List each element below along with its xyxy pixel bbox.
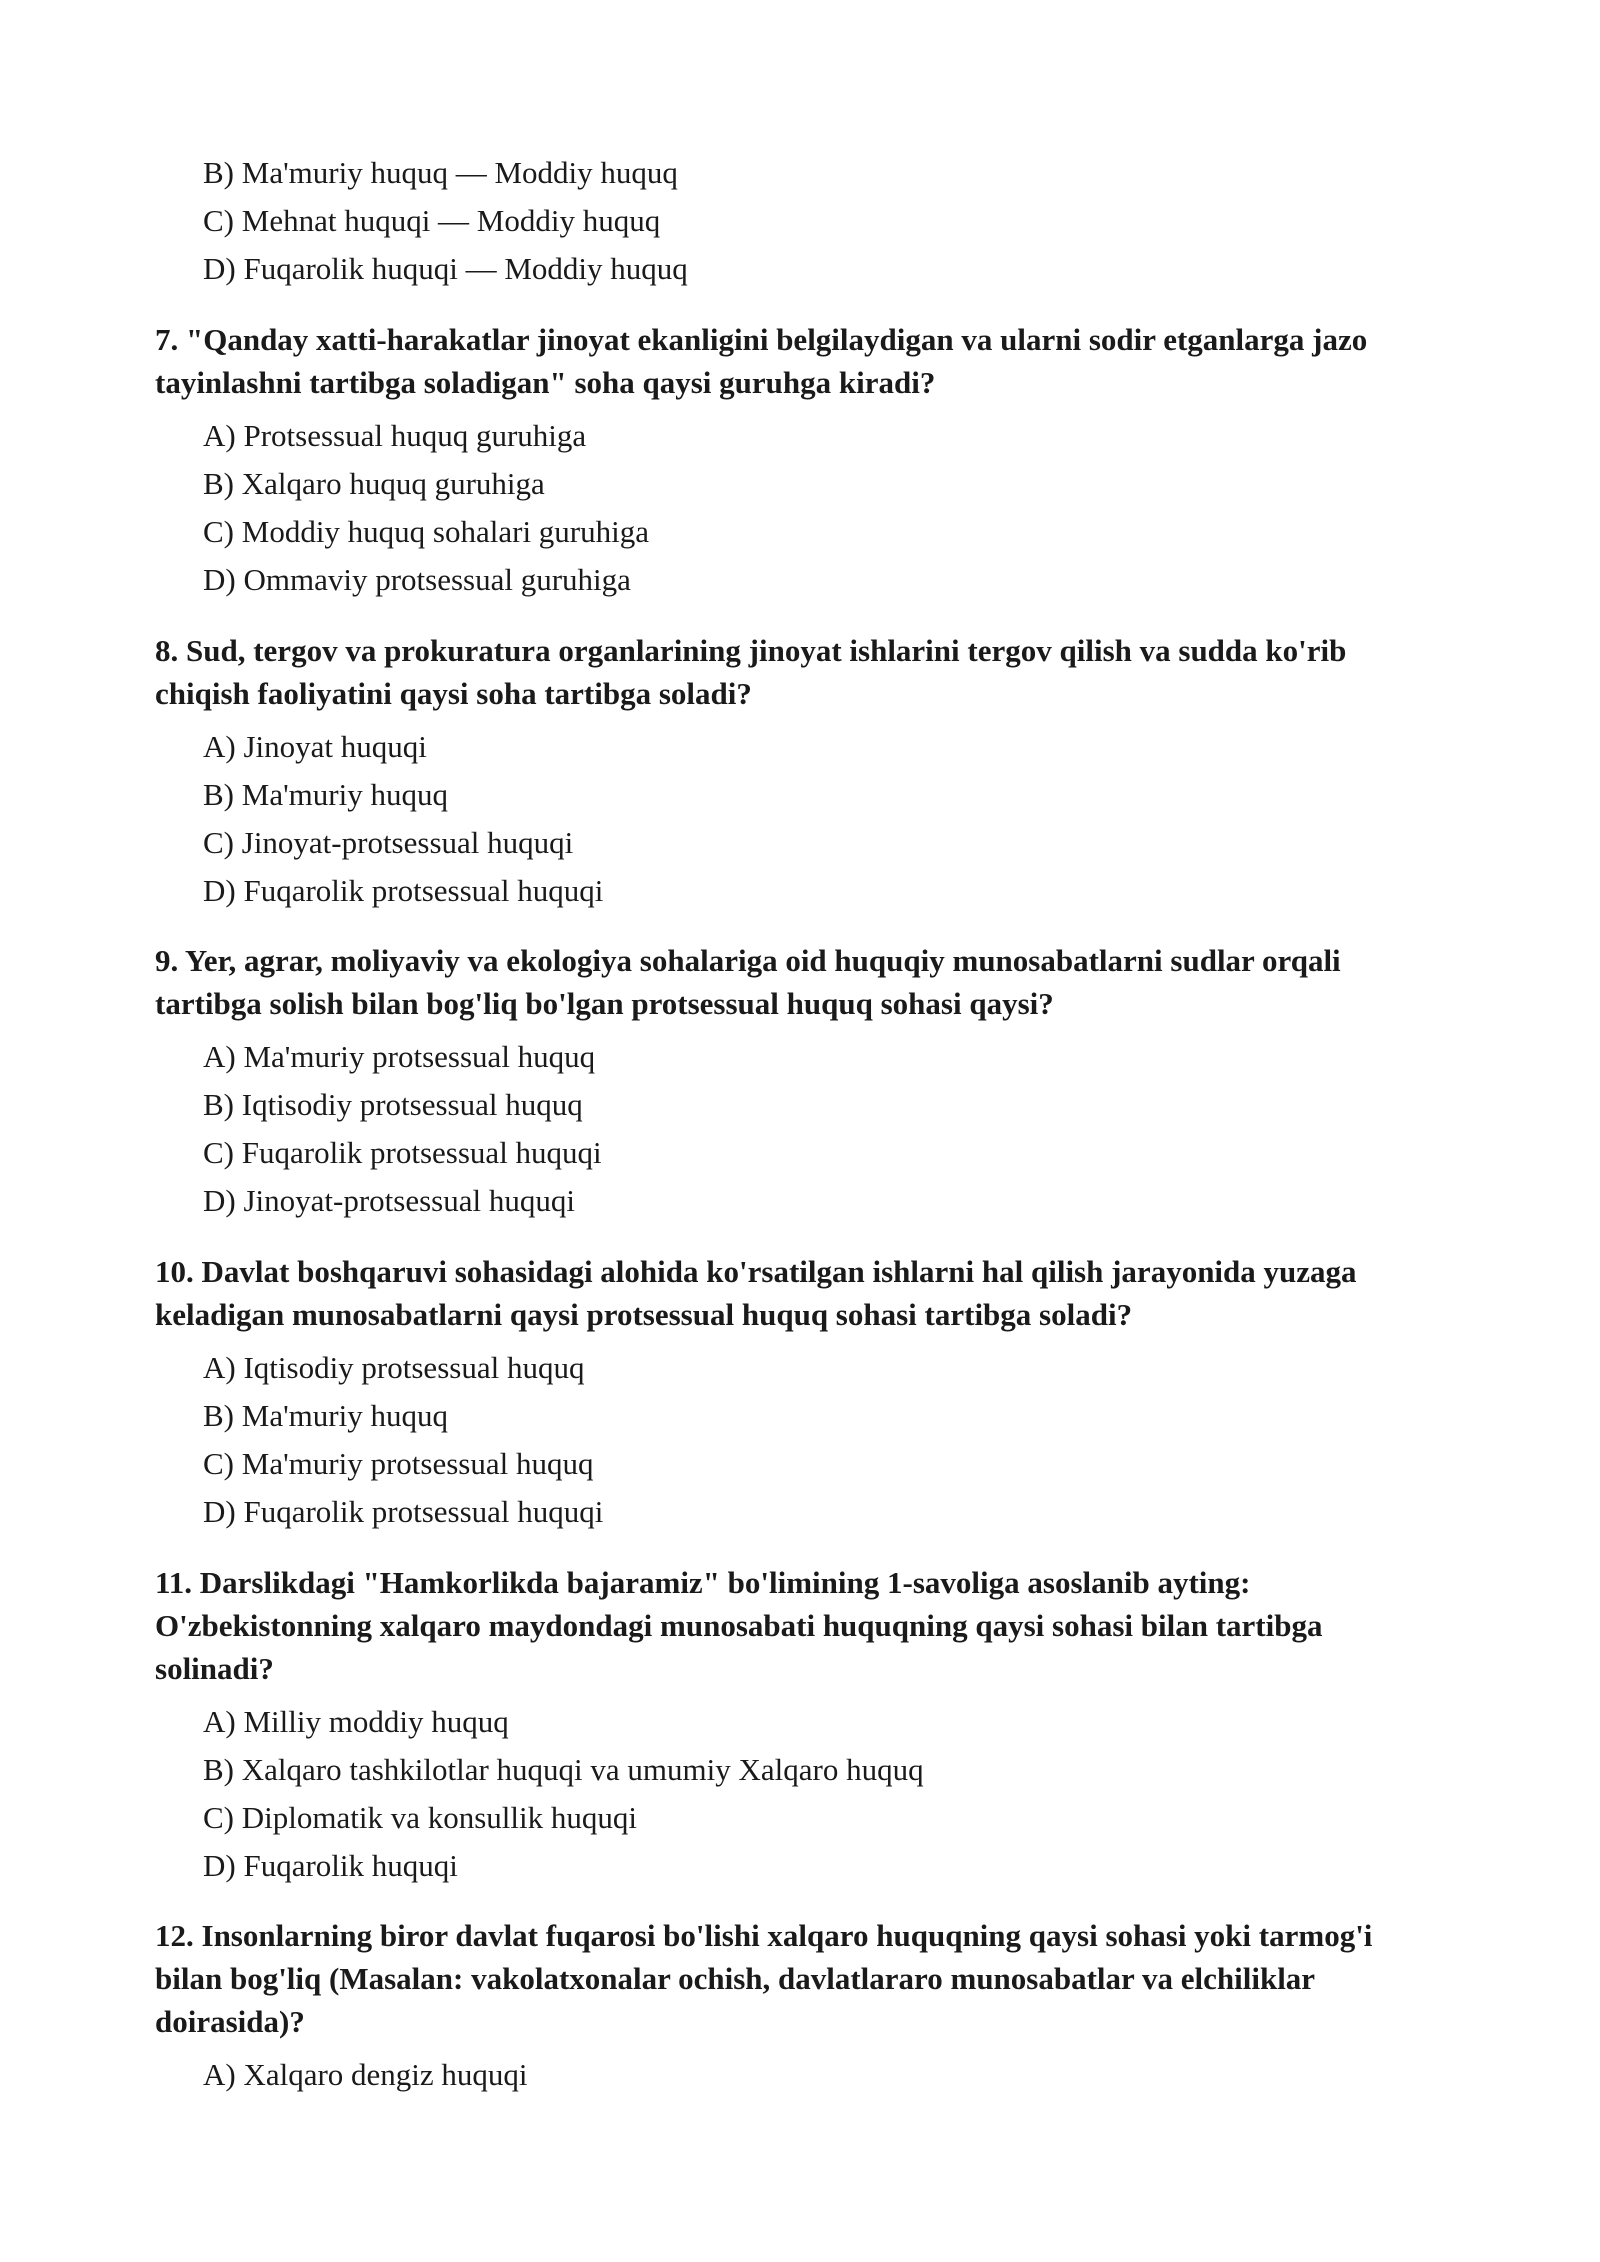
option-line: B) Xalqaro huquq guruhiga	[203, 466, 545, 501]
question-11: 11. Darslikdagi "Hamkorlikda bajaramiz" bo'limining 1-savoliga asoslanib ayting: O'zbekistonning xalqaro maydondagi munosabati huquqning qaysi sohasi bilan tartibga solinadi?	[155, 1565, 1323, 1686]
option-line: D) Fuqarolik huquqi — Moddiy huquq	[203, 251, 688, 286]
option-line: B) Ma'muriy huquq	[203, 777, 448, 812]
option-line: C) Diplomatik va konsullik huquqi	[203, 1800, 637, 1835]
option-line: D) Jinoyat-protsessual huquqi	[203, 1183, 575, 1218]
option-line: A) Protsessual huquq guruhiga	[203, 418, 587, 453]
option-line: C) Moddiy huquq sohalari guruhiga	[203, 514, 650, 549]
option-line: D) Ommaviy protsessual guruhiga	[203, 562, 631, 597]
option-line: B) Ma'muriy huquq — Moddiy huquq	[203, 155, 678, 190]
option-line: C) Jinoyat-protsessual huquqi	[203, 825, 574, 860]
option-line: C) Ma'muriy protsessual huquq	[203, 1446, 594, 1481]
question-8: 8. Sud, tergov va prokuratura organlarining jinoyat ishlarini tergov qilish va sudda ko'rib chiqish faoliyatini qaysi soha tartibga soladi?	[155, 633, 1347, 711]
option-line: A) Iqtisodiy protsessual huquq	[203, 1350, 585, 1385]
option-line: B) Ma'muriy huquq	[203, 1398, 448, 1433]
question-12: 12. Insonlarning biror davlat fuqarosi bo'lishi xalqaro huquqning qaysi sohasi yoki tarmog'i bilan bog'liq (Masalan: vakolatxonalar ochish, davlatlararo munosabatlar va elchiliklar doirasida)?	[155, 1918, 1373, 2039]
option-line: D) Fuqarolik huquqi	[203, 1848, 458, 1883]
option-line: A) Xalqaro dengiz huquqi	[203, 2057, 528, 2092]
option-line: B) Xalqaro tashkilotlar huquqi va umumiy Xalqaro huquq	[203, 1752, 924, 1787]
question-9: 9. Yer, agrar, moliyaviy va ekologiya sohalariga oid huquqiy munosabatlarni sudlar orqali tartibga solish bilan bog'liq bo'lgan protsessual huquq sohasi qaysi?	[155, 943, 1341, 1021]
option-line: A) Milliy moddiy huquq	[203, 1704, 509, 1739]
option-line: A) Jinoyat huquqi	[203, 729, 427, 764]
option-line: C) Fuqarolik protsessual huquqi	[203, 1135, 602, 1170]
option-line: A) Ma'muriy protsessual huquq	[203, 1039, 596, 1074]
option-line: C) Mehnat huquqi — Moddiy huquq	[203, 203, 661, 238]
option-line: B) Iqtisodiy protsessual huquq	[203, 1087, 583, 1122]
option-line: D) Fuqarolik protsessual huquqi	[203, 1494, 604, 1529]
question-7: 7. "Qanday xatti-harakatlar jinoyat ekanligini belgilaydigan va ularni sodir etganlarga jazo tayinlashni tartibga soladigan" soha qaysi guruhga kiradi?	[155, 322, 1368, 400]
question-10: 10. Davlat boshqaruvi sohasidagi alohida ko'rsatilgan ishlarni hal qilish jarayonida yuzaga keladigan munosabatlarni qaysi protsessual huquq sohasi tartibga soladi?	[155, 1254, 1357, 1332]
option-line: D) Fuqarolik protsessual huquqi	[203, 873, 604, 908]
